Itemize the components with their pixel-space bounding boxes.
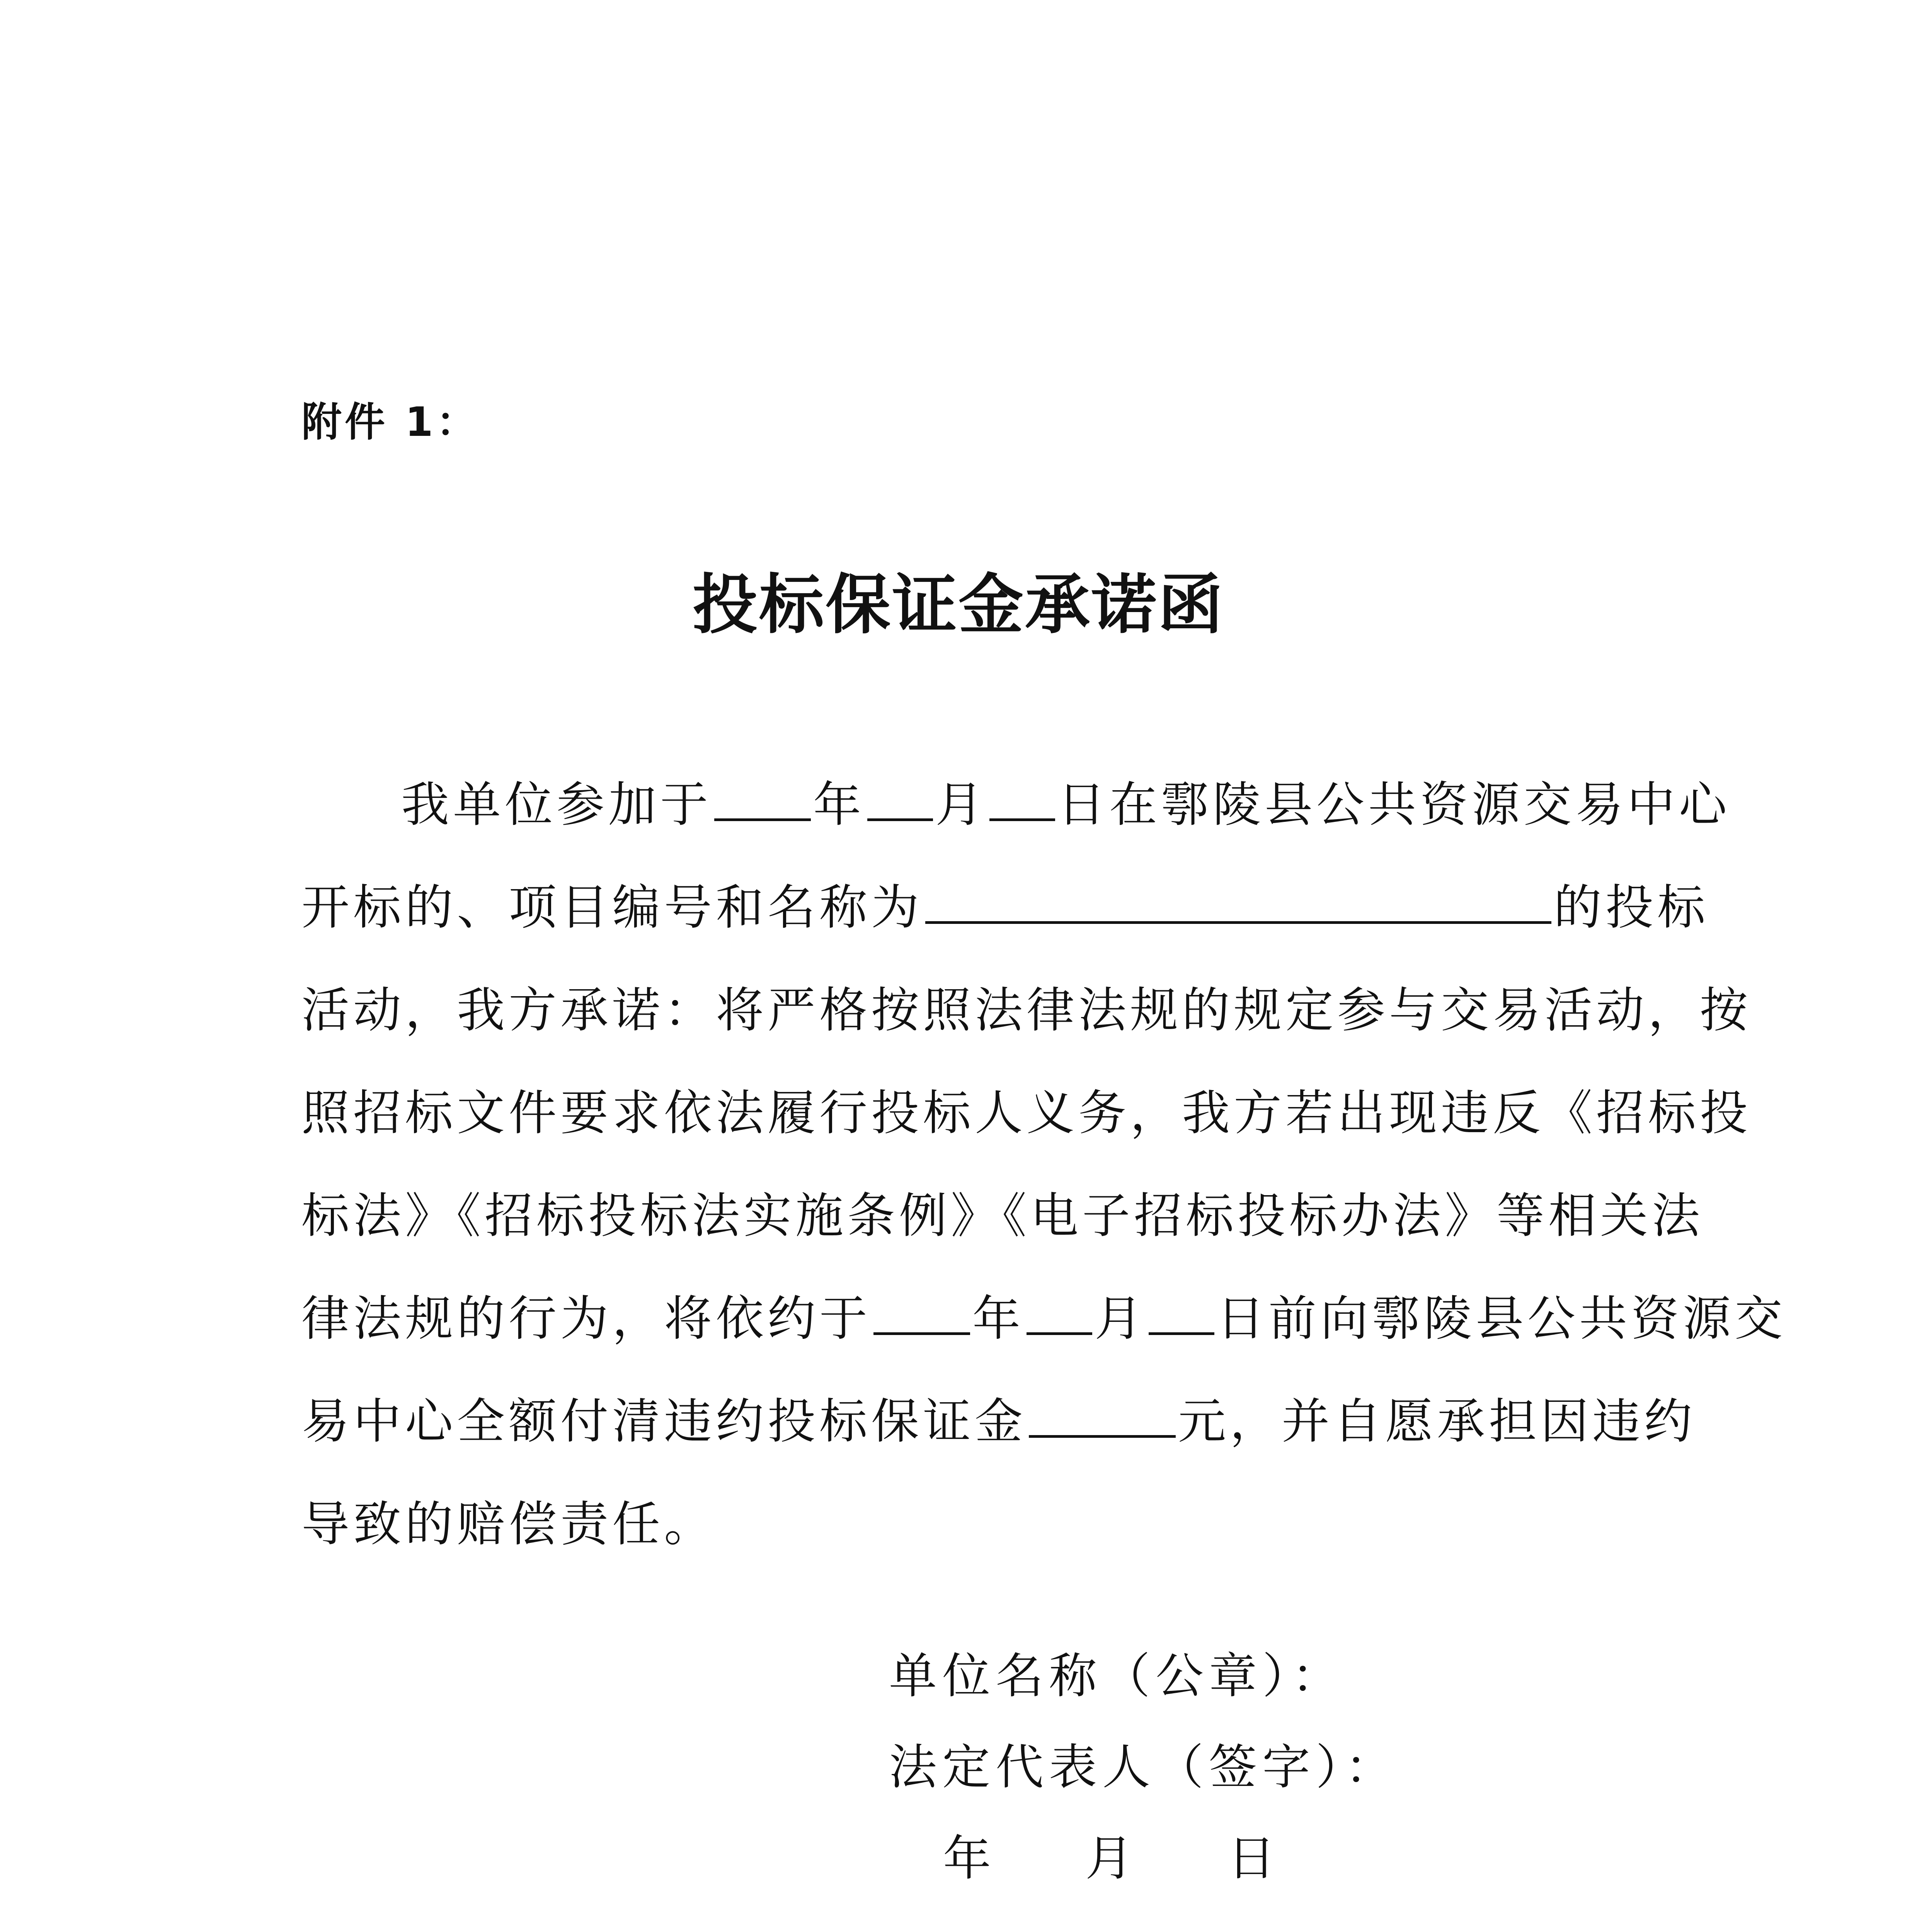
signature-date xyxy=(889,1813,1398,1904)
opening-day-blank xyxy=(989,780,1055,821)
paragraph-line-4: 照招标文件要求依法履行投标人义务，我方若出现违反《招标投 xyxy=(301,1085,1752,1141)
payment-year-blank xyxy=(873,1294,970,1335)
paragraph-line-5: 标法》《招标投标法实施条例》《电子招标投标办法》等相关法 xyxy=(301,1188,1704,1244)
date-month-label: 月 xyxy=(1085,1831,1139,1886)
paragraph-line-6: 律法规的行为，将依约于 年 月 日前向鄠陵县公共资源交 xyxy=(301,1291,1787,1347)
attachment-label: 附件 1： xyxy=(301,398,480,446)
commitment-paragraph xyxy=(301,753,1787,1576)
payment-day-blank xyxy=(1149,1294,1214,1335)
paragraph-line-8: 导致的赔偿责任。 xyxy=(301,1497,716,1552)
deposit-amount-blank xyxy=(1029,1396,1176,1438)
paragraph-line-1: 我单位参加于 年 月 日在鄠陵县公共资源交易中心 xyxy=(401,777,1731,833)
signature-block xyxy=(889,1631,1398,1904)
project-name-blank xyxy=(925,883,1551,924)
document-title: 投标保证金承诺函 xyxy=(693,566,1224,643)
date-year-label: 年 xyxy=(943,1831,997,1886)
payment-month-blank xyxy=(1027,1294,1092,1335)
opening-month-blank xyxy=(867,780,933,821)
company-seal-label: 单位名称（公章）： xyxy=(889,1648,1345,1704)
paragraph-line-3: 活动，我方承诺：将严格按照法律法规的规定参与交易活动，按 xyxy=(301,983,1752,1038)
paragraph-line-2: 开标的、项目编号和名称为 的投标 xyxy=(301,880,1709,935)
paragraph-line-7: 易中心全额付清违约投标保证金 元，并自愿承担因违约 xyxy=(301,1394,1696,1449)
opening-year-blank xyxy=(714,780,811,821)
legal-representative-label: 法定代表人（签字）： xyxy=(889,1740,1399,1795)
date-day-label: 日 xyxy=(1227,1831,1281,1886)
